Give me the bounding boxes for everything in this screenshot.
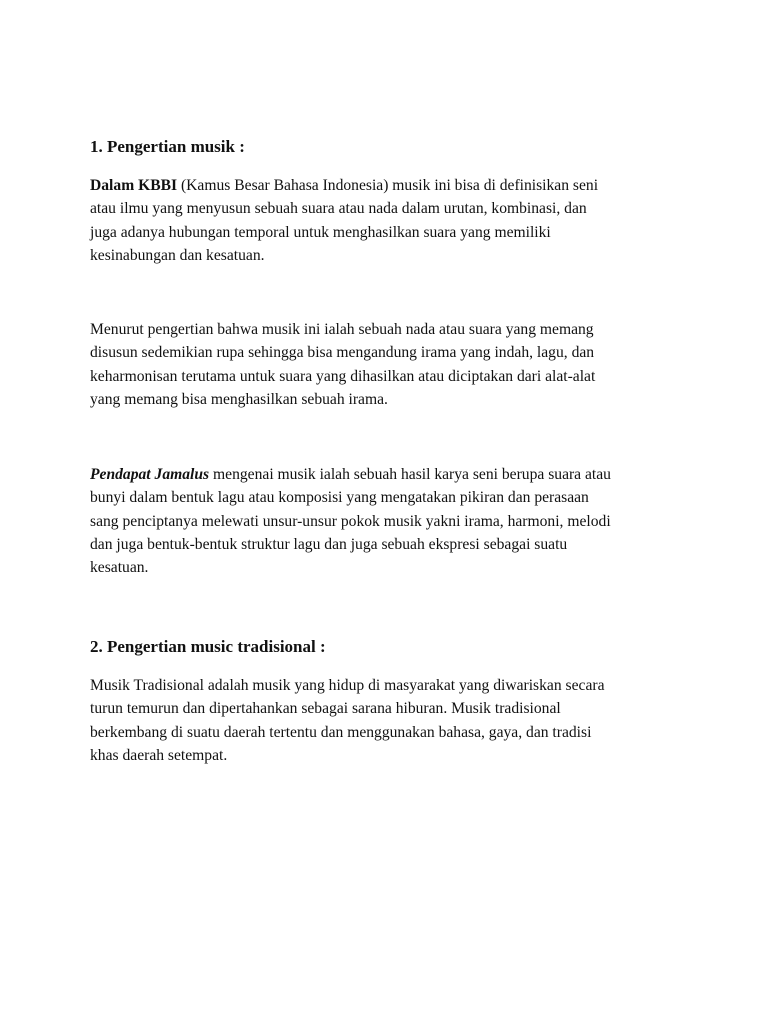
bold-italic-term-jamalus: Pendapat Jamalus: [90, 466, 210, 483]
paragraph-line: khas daerah setempat.: [90, 746, 228, 764]
paragraph-line: dan juga bentuk-bentuk struktur lagu dan juga sebuah ekspresi sebagai suatu: [90, 535, 568, 553]
paragraph-line: atau ilmu yang menyusun sebuah suara atau nada dalam urutan, kombinasi, dan: [90, 200, 587, 218]
paragraph-line: Musik Tradisional adalah musik yang hidup di masyarakat yang diwariskan secara: [90, 677, 605, 694]
paragraph-line: kesatuan.: [90, 559, 149, 577]
paragraph-line: berkembang di suatu daerah tertentu dan menggunakan bahasa, gaya, dan tradisi: [90, 723, 592, 741]
line-text: mengenai musik ialah sebuah hasil karya seni berupa suara atau: [209, 466, 611, 483]
paragraph-line: juga adanya hubungan temporal untuk menghasilkan suara yang memiliki: [90, 223, 551, 241]
paragraph-line: yang memang bisa menghasilkan sebuah irama.: [90, 390, 388, 408]
paragraph-line: turun temurun dan dipertahankan sebagai sarana hiburan. Musik tradisional: [90, 700, 561, 718]
paragraph-line: keharmonisan terutama untuk suara yang dihasilkan atau diciptakan dari alat-alat: [90, 367, 596, 385]
paragraph-line: bunyi dalam bentuk lagu atau komposisi yang mengatakan pikiran dan perasaan: [90, 489, 589, 507]
section-1-paragraph-1: [90, 174, 690, 267]
paragraph-line: disusun sedemikian rupa sehingga bisa mengandung irama yang indah, lagu, dan: [90, 344, 595, 362]
section-2-paragraph-1: [90, 674, 690, 767]
section-1-heading: 1. Pengertian musik :: [90, 137, 245, 156]
section-1-paragraph-3: [90, 463, 690, 579]
paragraph-line: [90, 463, 690, 486]
section-2-heading: 2. Pengertian music tradisional :: [90, 637, 326, 656]
paragraph-line: [90, 174, 690, 197]
paragraph-line: kesinabungan dan kesatuan.: [90, 246, 265, 264]
section-1-paragraph-2: [90, 318, 690, 411]
paragraph-line: sang penciptanya melewati unsur-unsur pokok musik yakni irama, harmoni, melodi: [90, 512, 611, 530]
bold-term-kbbi: Dalam KBBI: [90, 177, 178, 194]
line-text: (Kamus Besar Bahasa Indonesia) musik ini bisa di definisikan seni: [177, 177, 599, 194]
paragraph-line: Menurut pengertian bahwa musik ini ialah sebuah nada atau suara yang memang: [90, 321, 594, 338]
